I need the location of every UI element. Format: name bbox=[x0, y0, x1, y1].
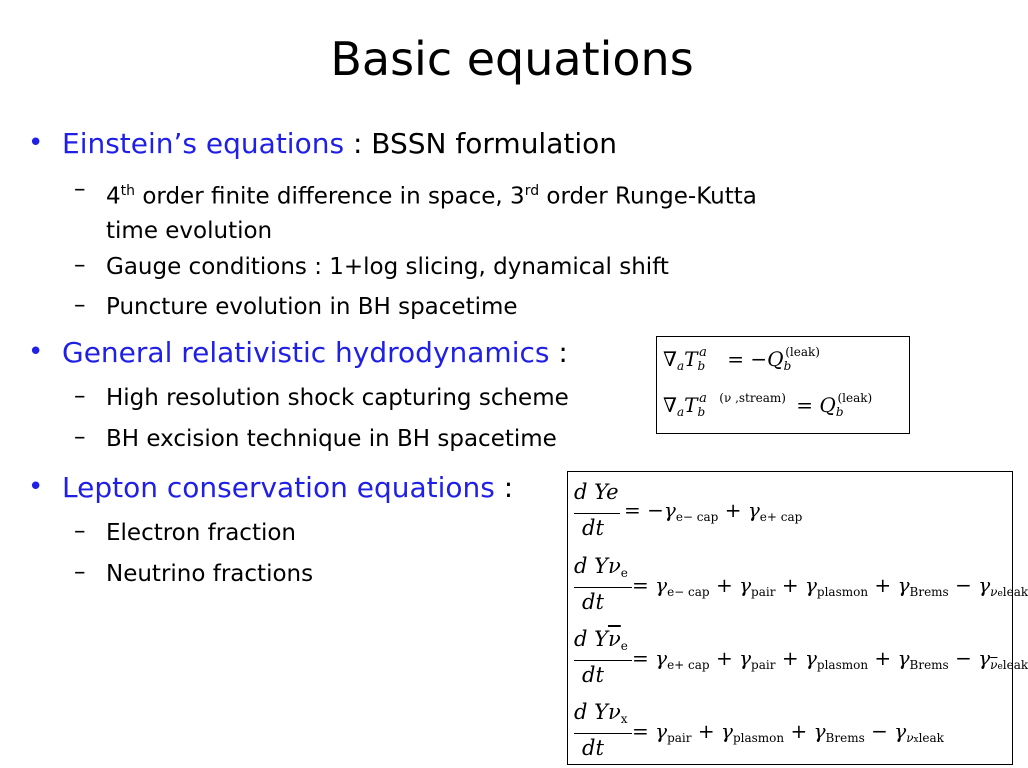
hydro-equation-2: $\nabla_aT_b^a$ $^{(\nu ,stream)} = Q_b^{(leak)}$ bbox=[663, 391, 873, 419]
item-excision: BH excision technique in BH spacetime bbox=[106, 426, 557, 452]
fraction-dYnux-dt: d Yνx dt bbox=[574, 700, 630, 762]
equation-4-rhs: = $\gamma_{pair} + \gamma_{plasmon} + \gamma_{Brems} - \gamma_{\nu xleak}$ bbox=[632, 719, 944, 745]
item-hrsc: High resolution shock capturing scheme bbox=[106, 385, 569, 411]
dash-icon: – bbox=[74, 424, 86, 450]
section-lepton bbox=[62, 471, 513, 504]
item-finite-difference: 4th order finite difference in space, 3rd order Runge-Kutta time evolution bbox=[106, 183, 757, 244]
heading-einstein-suffix: : BSSN formulation bbox=[344, 127, 618, 160]
fraction-dYe-dt: d Ye dt bbox=[574, 480, 619, 540]
dash-icon: – bbox=[74, 383, 86, 409]
section-einstein bbox=[62, 127, 617, 160]
item-gauge: Gauge conditions : 1+log slicing, dynamical shift bbox=[106, 254, 669, 280]
item-neutrino-fractions: Neutrino fractions bbox=[106, 561, 314, 587]
bullet-icon: • bbox=[28, 472, 44, 502]
equation-3-rhs: = $\gamma_{e+ cap} + \gamma_{pair} + \gamma_{plasmon} + \gamma_{Brems} - \gamma_{\overline{\nu}eleak}$ bbox=[632, 646, 1028, 672]
section-hydro bbox=[62, 336, 568, 369]
heading-lepton: Lepton conservation equations bbox=[62, 471, 495, 504]
dash-icon: – bbox=[74, 292, 86, 318]
heading-einstein: Einstein’s equations bbox=[62, 127, 345, 160]
hydro-equation-box bbox=[656, 336, 910, 434]
heading-lepton-suffix: : bbox=[494, 471, 514, 504]
hydro-equation-1: $\nabla_aT_b^a = -Q_b^{(leak)}$ bbox=[663, 345, 820, 373]
dash-icon: – bbox=[74, 518, 86, 544]
dash-icon: – bbox=[74, 559, 86, 585]
heading-hydro-suffix: : bbox=[549, 336, 568, 369]
fraction-dYnue-dt: d Yνe dt bbox=[574, 554, 630, 624]
item-electron-fraction: Electron fraction bbox=[106, 520, 296, 546]
equation-1-rhs: = $-\gamma_{e- cap} + \gamma_{e+ cap}$ bbox=[624, 498, 803, 524]
dash-icon: – bbox=[74, 252, 86, 278]
slide-title: Basic equations bbox=[330, 32, 694, 86]
fraction-dYnuebar-dt: d $Y\overline{\nu}e$ dt bbox=[574, 627, 630, 697]
bullet-icon: • bbox=[28, 337, 44, 367]
bullet-icon: • bbox=[28, 128, 44, 158]
heading-hydro: General relativistic hydrodynamics bbox=[62, 336, 550, 369]
dash-icon: – bbox=[74, 176, 86, 202]
lepton-equation-box bbox=[567, 471, 1028, 765]
item-puncture: Puncture evolution in BH spacetime bbox=[106, 294, 518, 320]
equation-2-rhs: = $\gamma_{e- cap} + \gamma_{pair} + \gamma_{plasmon} + \gamma_{Brems} - \gamma_{\nu eleak}$ bbox=[632, 573, 1028, 599]
